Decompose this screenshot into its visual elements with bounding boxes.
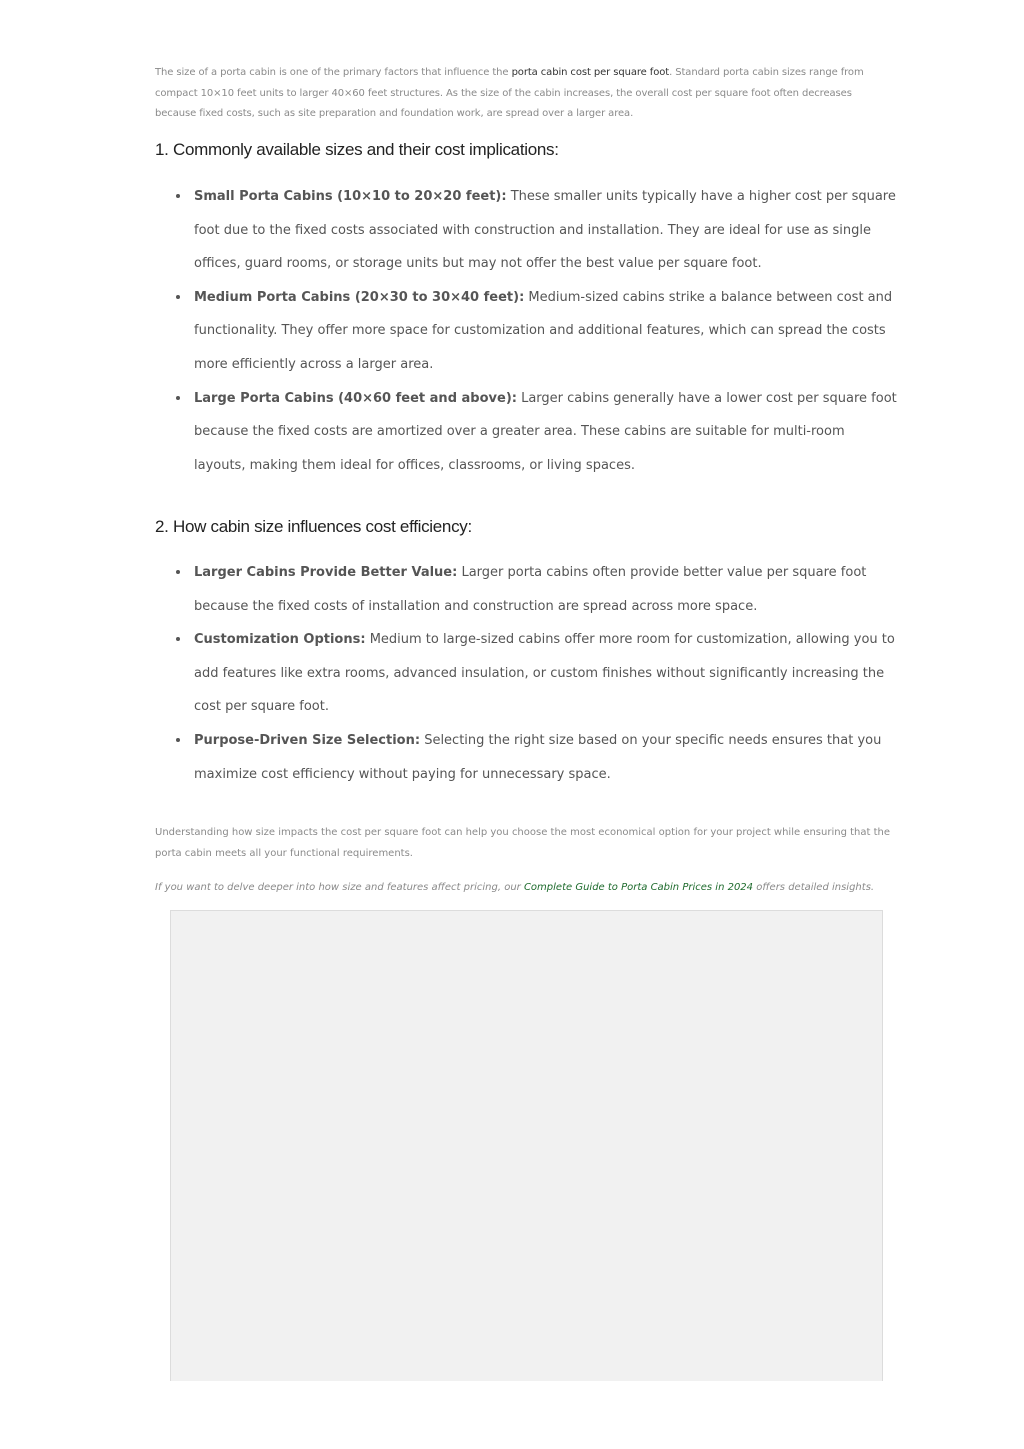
embedded-content-placeholder (170, 910, 883, 1381)
list-item-text: Selecting the right size based on your specific needs ensures that you maximize cost efficiency without paying for unnecessary space. (194, 732, 882, 782)
efficiency-list (155, 556, 900, 791)
list-item-label: Larger Cabins Provide Better Value: (194, 565, 458, 580)
guide-text-before: If you want to delve deeper into how size and features affect pricing, our (155, 882, 524, 893)
list-item-text: Larger cabins generally have a lower cost per square foot because the fixed costs are amortized over a greater area. These cabins are suitable for multi-room layouts, making them ideal for offices, classrooms, or living spaces. (194, 390, 897, 473)
intro-keyword-link[interactable]: porta cabin cost per square foot (511, 67, 670, 78)
list-item (155, 724, 900, 791)
guide-text-after: offers detailed insights. (753, 882, 875, 893)
bullet-icon (176, 295, 180, 299)
section-heading-efficiency: 2. How cabin size influences cost efficiency: (155, 517, 472, 536)
bullet-icon (176, 396, 180, 400)
bullet-icon (176, 570, 180, 574)
intro-paragraph (155, 63, 895, 125)
guide-paragraph (155, 877, 895, 898)
intro-text-after: . Standard porta cabin sizes range from compact 10×10 feet units to larger 40×60 feet structures. As the size of the cabin increases, the overall cost per square foot often decreases because fixed costs, such as site preparation and foundation work, are spread over a larger area. (155, 67, 864, 119)
bullet-icon (176, 637, 180, 641)
list-item (155, 281, 900, 382)
list-item-text: Medium to large-sized cabins offer more room for customization, allowing you to add features like extra rooms, advanced insulation, or custom finishes without significantly increasing the cost per square foot. (194, 632, 895, 715)
list-item-label: Medium Porta Cabins (20×30 to 30×40 feet): (194, 289, 525, 305)
list-item (155, 382, 900, 483)
list-item-text: Medium-sized cabins strike a balance between cost and functionality. They offer more space for customization and additional features, which can spread the costs more efficiently across a larger area. (194, 289, 893, 372)
list-item (155, 180, 900, 281)
list-item-label: Customization Options: (194, 632, 366, 648)
sizes-list (155, 180, 900, 482)
list-item-label: Small Porta Cabins (10×10 to 20×20 feet): (194, 189, 507, 204)
list-item-label: Purpose-Driven Size Selection: (194, 732, 421, 748)
list-item-text: Larger porta cabins often provide better value per square foot because the fixed costs of installation and construction are spread across more space. (194, 565, 867, 614)
intro-text-before: The size of a porta cabin is one of the primary factors that influence the (155, 67, 512, 78)
list-item (155, 623, 900, 724)
bullet-icon (176, 194, 180, 198)
list-item (155, 556, 900, 623)
list-item-label: Large Porta Cabins (40×60 feet and above): (194, 390, 517, 406)
guide-link[interactable]: Complete Guide to Porta Cabin Prices in 2024 (523, 882, 754, 893)
list-item-text: These smaller units typically have a higher cost per square foot due to the fixed costs associated with construction and installation. They are ideal for use as single offices, guard rooms, or storage units but may not offer the best value per square foot. (194, 189, 896, 272)
bullet-icon (176, 738, 180, 742)
section-heading-sizes: 1. Commonly available sizes and their cost implications: (155, 140, 559, 159)
outro-paragraph: Understanding how size impacts the cost per square foot can help you choose the most economical option for your project while ensuring that the porta cabin meets all your functional requirements. (155, 827, 891, 859)
